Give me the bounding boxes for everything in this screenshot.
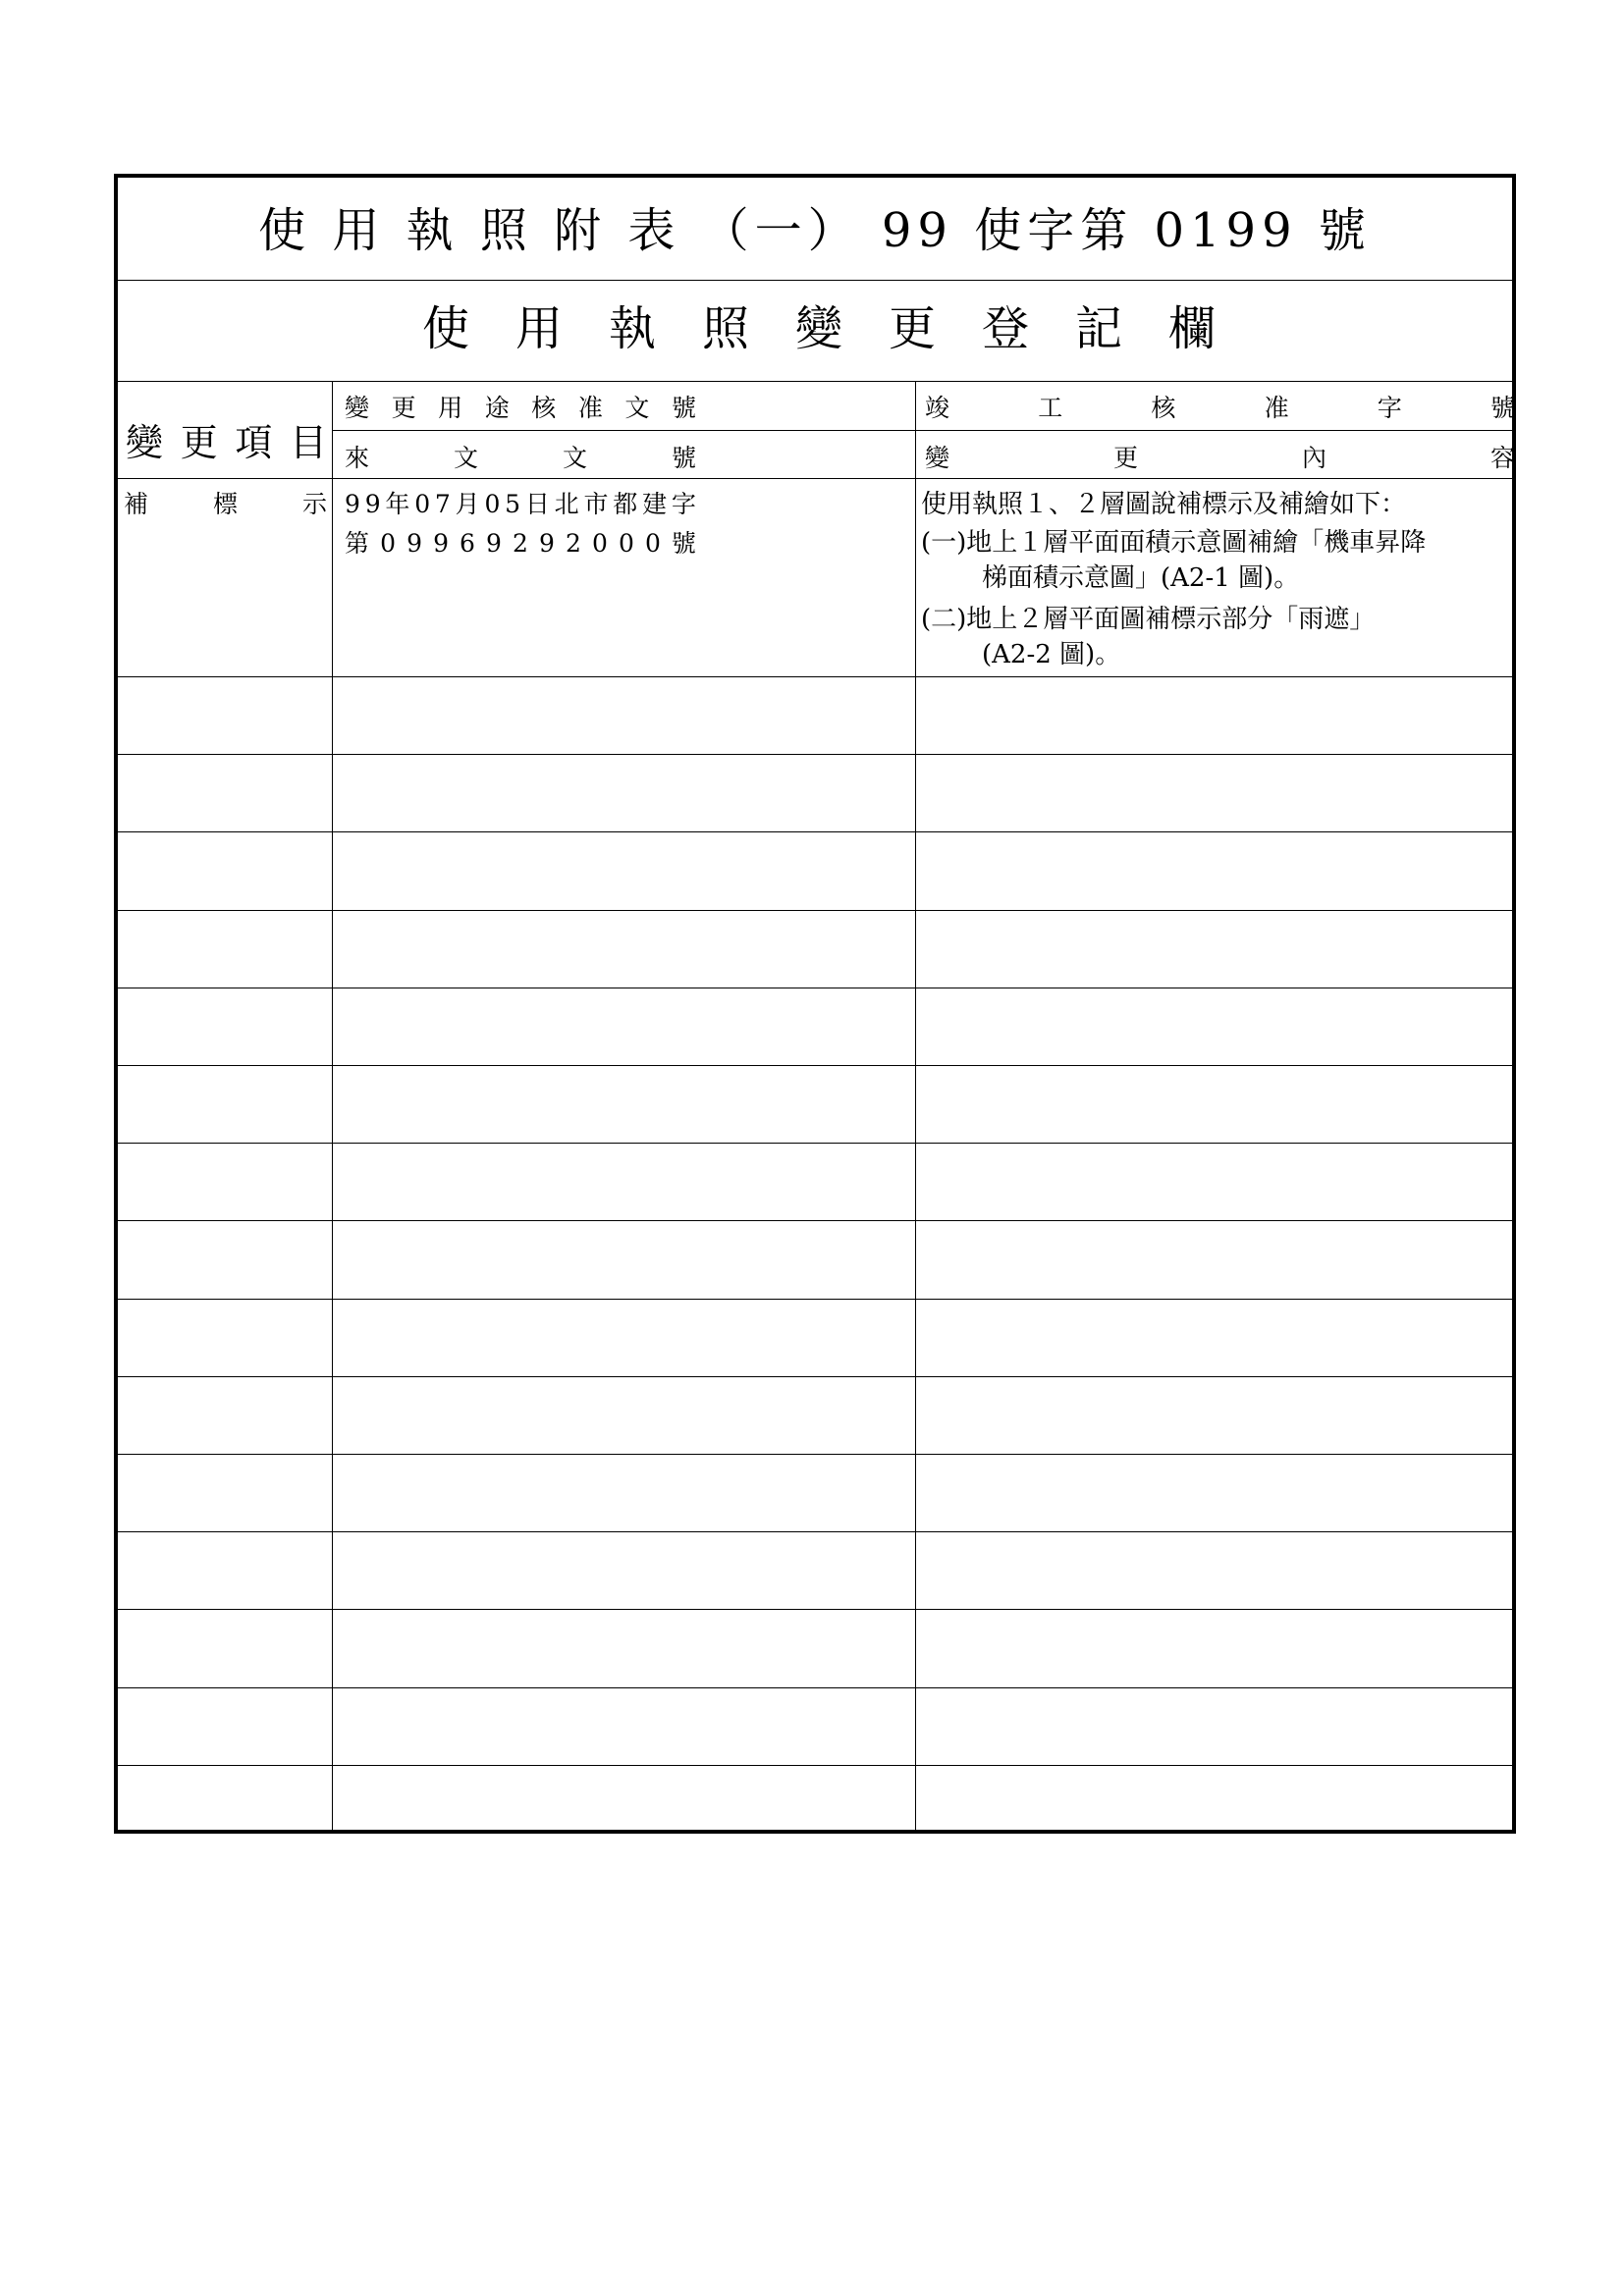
subtitle-char: 使 — [421, 301, 469, 356]
header-char: 途 — [484, 394, 510, 422]
entry-char: 標 — [212, 490, 238, 518]
header-char: 文 — [562, 444, 587, 472]
header-char: 用 — [438, 394, 463, 422]
header-char: 核 — [1151, 394, 1176, 422]
entry-char: 號 — [671, 529, 696, 558]
content-line: (二)地上２層平面圖補標示部分「雨遮」 — [921, 605, 1376, 634]
subtitle-char: 照 — [701, 301, 749, 356]
row-divider — [118, 676, 1512, 677]
row-divider — [118, 1765, 1512, 1766]
header-char: 准 — [577, 394, 603, 422]
header-char: 更 — [1112, 444, 1138, 472]
entry-char: 2 — [565, 529, 581, 558]
content-line: 使用執照１、２層圖說補標示及補繪如下： — [921, 490, 1407, 519]
entry-char: 北 — [554, 490, 579, 518]
header-char: 核 — [531, 394, 557, 422]
entry-char: 市 — [583, 490, 609, 518]
entry-char: 5 — [505, 490, 521, 518]
subtitle-char: 變 — [794, 301, 842, 356]
row-divider — [118, 1687, 1512, 1688]
entry-char: 日 — [524, 490, 550, 518]
subtitle-char: 用 — [514, 301, 563, 356]
content-line: 梯面積示意圖」(A2-1 圖)。 — [982, 563, 1300, 593]
subtitle-char: 記 — [1074, 301, 1122, 356]
header-char: 更 — [391, 394, 416, 422]
entry-char: 年 — [385, 490, 410, 518]
row-divider — [118, 1531, 1512, 1532]
entry-char: 9 — [539, 529, 555, 558]
subtitle-char: 欄 — [1167, 301, 1216, 356]
column-divider — [915, 381, 916, 1830]
form-subtitle — [118, 301, 1520, 356]
divider — [118, 381, 1512, 382]
entry-char: 7 — [434, 490, 451, 518]
subtitle-char: 更 — [888, 301, 936, 356]
entry-char: 0 — [644, 529, 661, 558]
entry-char: 9 — [364, 490, 381, 518]
header-char: 准 — [1264, 394, 1289, 422]
entry-doc-line1 — [345, 492, 696, 516]
header-approval-no — [345, 396, 696, 420]
row-divider — [118, 1609, 1512, 1610]
header-char: 目 — [289, 421, 327, 464]
header-char: 號 — [1489, 394, 1515, 422]
entry-char: 0 — [484, 490, 501, 518]
entry-char: 0 — [380, 529, 396, 558]
header-mid-divider — [333, 430, 1512, 431]
header-char: 號 — [671, 444, 696, 472]
divider — [118, 478, 1512, 479]
header-char: 竣 — [925, 394, 950, 422]
entry-char: 6 — [460, 529, 475, 558]
row-divider — [118, 1454, 1512, 1455]
row-divider — [118, 754, 1512, 755]
entry-char: 字 — [671, 490, 696, 518]
header-char: 來 — [345, 444, 370, 472]
header-char: 號 — [671, 394, 696, 422]
content-line: (一)地上１層平面面積示意圖補繪「機車昇降 — [921, 528, 1427, 558]
header-char: 字 — [1377, 394, 1402, 422]
row-divider — [118, 1143, 1512, 1144]
header-change-item — [126, 412, 327, 466]
header-char: 項 — [235, 421, 273, 464]
row-divider — [118, 1299, 1512, 1300]
row-divider — [118, 1220, 1512, 1221]
registration-form — [114, 174, 1516, 1834]
entry-char: 示 — [301, 490, 327, 518]
row-divider — [118, 910, 1512, 911]
row-divider — [118, 1376, 1512, 1377]
entry-item — [124, 492, 327, 516]
entry-char: 建 — [642, 490, 668, 518]
header-incoming-no — [345, 446, 696, 470]
header-char: 內 — [1301, 444, 1326, 472]
header-change-content — [925, 446, 1515, 470]
entry-char: 0 — [414, 490, 431, 518]
header-char: 變 — [925, 444, 950, 472]
form-title: 使 用 執 照 附 表 （一） 99 使字第 0199 號 — [258, 203, 1372, 258]
content-line: (A2-2 圖)。 — [982, 640, 1121, 669]
divider — [118, 280, 1512, 281]
header-char: 文 — [453, 444, 478, 472]
entry-char: 都 — [613, 490, 638, 518]
entry-char: 月 — [455, 490, 480, 518]
header-char: 文 — [624, 394, 650, 422]
entry-char: 9 — [406, 529, 422, 558]
header-char: 容 — [1489, 444, 1515, 472]
header-char: 變 — [345, 394, 370, 422]
entry-char: 0 — [591, 529, 608, 558]
row-divider — [118, 831, 1512, 832]
entry-char: 第 — [345, 529, 370, 558]
header-completion-no — [925, 396, 1515, 420]
subtitle-char: 執 — [608, 301, 656, 356]
column-divider — [332, 381, 333, 1830]
header-char: 變 — [126, 421, 164, 464]
entry-char: 0 — [618, 529, 634, 558]
entry-char: 9 — [345, 490, 360, 518]
entry-doc-line2 — [345, 531, 696, 556]
entry-char: 2 — [513, 529, 528, 558]
subtitle-char: 登 — [981, 301, 1029, 356]
header-char: 更 — [180, 421, 218, 464]
row-divider — [118, 1065, 1512, 1066]
entry-char: 9 — [433, 529, 449, 558]
entry-char: 9 — [486, 529, 502, 558]
entry-char: 補 — [124, 490, 149, 518]
header-char: 工 — [1038, 394, 1063, 422]
